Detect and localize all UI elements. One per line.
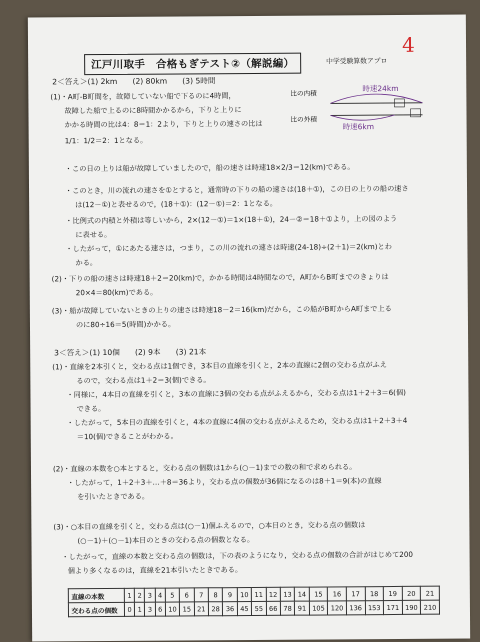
row1-cell: 19 (383, 586, 402, 600)
q3-line: ・同様に，4本目の直線を引くと，3本の直線に3個の交わる点がふえるから，交わる点は1＋2＋3＝6(個) (66, 387, 406, 400)
q2-answer: 2＜答え＞(1) 2km (2) 80km (3) 5時間 (52, 76, 216, 87)
q3-line: ＝10(個)できることがわかる。 (76, 431, 178, 442)
q3-line: るので，交わる点は1＋2＝3(個)できる。 (76, 375, 211, 386)
row2-header: 交わる点の個数 (68, 602, 124, 616)
row2-cell: 66 (266, 601, 280, 615)
worksheet-page (28, 14, 470, 641)
q2-line: に表せる。 (75, 229, 112, 240)
q2-line: ・このとき，川の流れの速さを①とすると，通常時の下りの船の速さは(18＋①)，この日の上りの船の速さ (65, 183, 409, 196)
ratio-diagram (290, 80, 470, 141)
worksheet-title: 江戸川取手 合格もぎテスト②（解説編） (84, 53, 301, 76)
q3-line: 個より多くなるのは，直線を21本引いたときである。 (67, 565, 243, 576)
q3-line: ・したがって，1＋2＋3＋…＋8＝36より，交わる点の個数が36個になるのは8＋1＝9(本)の直線 (67, 476, 382, 488)
row1-cell: 6 (180, 588, 194, 602)
q3-line: (1)・直線を2本引くと，交わる点は1個でき，3本目の直線を引くと，2本の直線に2個の交わる点がふえ (52, 360, 387, 372)
row2-cell: 15 (180, 602, 194, 616)
row2-cell: 3 (145, 602, 155, 616)
row1-cell: 7 (194, 588, 208, 602)
q3-line: できる。 (76, 404, 106, 414)
row1-cell: 17 (346, 587, 365, 601)
q2-line: は(12－①)と表せるので，(18＋①)：(12－①)＝2：1となる。 (75, 198, 278, 210)
row2-cell: 45 (237, 601, 251, 615)
row1-cell: 16 (328, 587, 347, 601)
row2-cell: 10 (165, 602, 179, 616)
q3-line: を引いたときである。 (77, 491, 150, 502)
row2-cell: 190 (402, 600, 421, 614)
bottom-bar (331, 115, 423, 116)
row2-cell: 28 (208, 602, 222, 616)
q2-line: 1/1：1/2＝2：1となる。 (64, 135, 148, 146)
lines-points-table (68, 586, 440, 618)
q3-line: (3)・○本目の直線を引くと，交わる点は(○－1)個ふえるので，○本目のとき，交わる点の個数は (53, 520, 366, 532)
q2-line: のに80÷16＝5(時間)かかる。 (75, 319, 176, 330)
q2-line: ・比例式の内積と外積は等しいから，2×(12－①)＝1×(18＋①)，24－②＝18＋①より，上の図のよう (65, 213, 398, 226)
row1-cell: 18 (365, 587, 384, 601)
q2-line: (2)・下りの船の速さは時速18＋2＝20(km)で，かかる時間は4時間なので，A町からB町までのきょりは (51, 272, 389, 284)
q3-line: ・したがって，5本目の直線を引くと，4本の直線に4個の交わる点がふえるため，交わる点は1＋2＋3＋4 (66, 415, 408, 428)
row1-cell: 20 (402, 586, 421, 600)
top-speed-label: 時速24km (362, 83, 399, 94)
q2-line: 20×4＝80(km)である。 (75, 287, 158, 298)
top-arc (330, 94, 422, 104)
row2-cell: 136 (346, 601, 365, 615)
row2-cell: 171 (383, 600, 402, 614)
q3-line: (○－1)＋(○－1)本目のときの交わる点の個数となる。 (77, 534, 255, 546)
brand-label: 中学受験算数アプロ (326, 57, 388, 66)
q2-line: ・この日の上りは船が故障していましたので，船の速さは時速18×2/3＝12(km)である。 (64, 162, 355, 174)
row2-cell: 120 (328, 601, 347, 615)
row1-cell: 9 (223, 588, 237, 602)
row2-cell: 0 (124, 602, 134, 616)
row2-cell: 105 (309, 601, 328, 615)
row1-cell: 4 (155, 588, 165, 602)
row1-cell: 8 (208, 588, 222, 602)
row2-cell: 36 (223, 602, 237, 616)
row2-cell: 153 (365, 601, 384, 615)
top-bar (330, 103, 422, 104)
q3-line: (2)・直線の本数を○本とすると，交わる点の個数は1から(○－1)までの数の和で求められる。 (52, 462, 357, 474)
q2-line: (1)・A町-B町間を，故障していない船で下るのに4時間， (50, 91, 236, 102)
row2-cell: 78 (280, 601, 294, 615)
row2-cell: 210 (421, 600, 440, 614)
q2-line: かる。 (75, 258, 98, 268)
row1-header: 直線の本数 (68, 588, 124, 602)
row1-cell: 14 (295, 587, 309, 601)
q2-line: (3)・船が故障していないときの上りの速さは時速18－2＝16(km)だから，この船がB町からA町まで上る (51, 304, 392, 316)
page-number: 4 (401, 32, 415, 57)
q2-line: ・したがって，①にあたる速さは，つまり，この川の流れの速さは時速(24-18)÷(2＋1)＝2(km)とわ (65, 242, 392, 254)
row1-cell: 10 (237, 587, 251, 601)
row1-cell: 5 (165, 588, 179, 602)
q2-line: かかる時間の比は4：8＝1：2より，下りと上りの速さの比は (64, 118, 263, 130)
q3-answer: 3＜答え＞(1) 10個 (2) 9本 (3) 21本 (54, 347, 207, 358)
row1-cell: 3 (145, 588, 155, 602)
row2-cell: 21 (194, 602, 208, 616)
row1-cell: 11 (251, 587, 265, 601)
inner-product-label: 比の内積 (290, 89, 317, 98)
row1-cell: 1 (124, 588, 134, 602)
row1-cell: 2 (135, 588, 145, 602)
row1-cell: 21 (421, 586, 440, 600)
row1-cell: 15 (309, 587, 328, 601)
row1-cell: 13 (280, 587, 294, 601)
row2-cell: 91 (295, 601, 309, 615)
q3-line: ・したがって，直線の本数と交わる点の個数は，下の表のようになり，交わる点の個数の合計がはじめて200 (61, 549, 414, 562)
marker-box-2 (410, 109, 420, 117)
row2-cell: 1 (135, 602, 145, 616)
bottom-speed-label: 時速6km (342, 122, 375, 132)
row2-cell: 6 (155, 602, 165, 616)
row1-cell: 12 (266, 587, 280, 601)
row2-cell: 55 (252, 601, 266, 615)
outer-product-label: 比の外積 (290, 115, 317, 124)
q2-line: 故障した船で上るのに8時間かかるから，下りと上りに (64, 105, 242, 116)
